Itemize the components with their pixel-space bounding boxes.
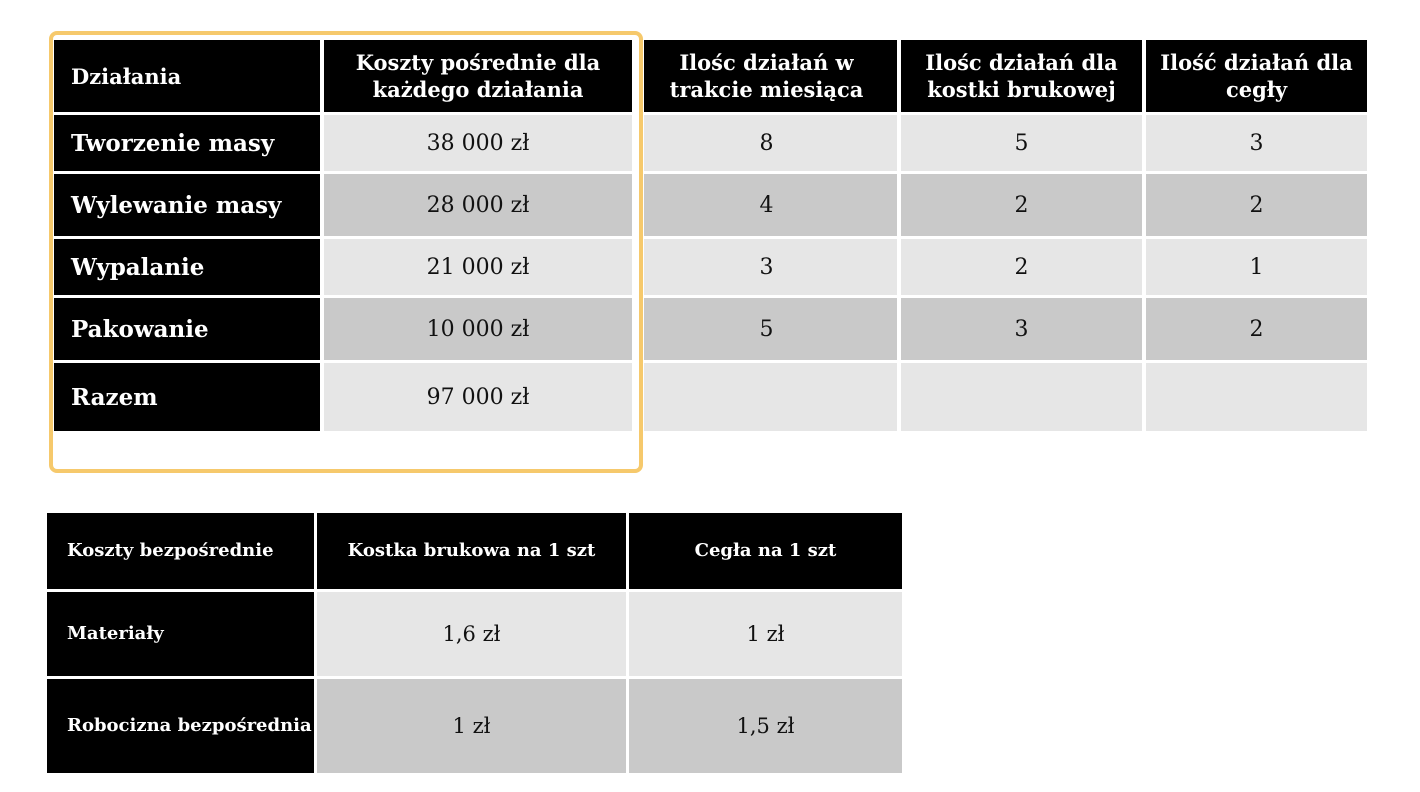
table-row — [47, 679, 902, 773]
table-cell: 38 000 zł — [324, 115, 636, 174]
header-activities: Działania — [54, 40, 324, 115]
direct-costs-table — [47, 513, 902, 773]
row-label-total: Razem — [54, 363, 324, 431]
table-cell: 2 — [901, 174, 1146, 239]
table-row — [54, 174, 1367, 239]
header-brick-count: Ilość działań dla cegły — [1146, 40, 1367, 115]
header-direct-costs: Koszty bezpośrednie — [47, 513, 317, 592]
table-cell: 4 — [636, 174, 901, 239]
activity-cost-table — [54, 40, 1367, 431]
row-label: Robocizna bezpośrednia — [47, 679, 317, 773]
header-indirect-costs: Koszty pośrednie dla każdego działania — [324, 40, 636, 115]
header-monthly-count: Ilośc działań w trakcie miesiąca — [636, 40, 901, 115]
table-cell: 10 000 zł — [324, 298, 636, 363]
table-cell: 28 000 zł — [324, 174, 636, 239]
table-cell: 3 — [901, 298, 1146, 363]
row-label: Materiały — [47, 592, 317, 679]
row-label: Pakowanie — [54, 298, 324, 363]
table-cell: 5 — [636, 298, 901, 363]
table-cell: 1 zł — [629, 592, 902, 679]
table-cell-total: 97 000 zł — [324, 363, 636, 431]
table-cell: 3 — [1146, 115, 1367, 174]
table-cell: 1 — [1146, 239, 1367, 298]
table-cell: 1 zł — [317, 679, 629, 773]
table-row — [54, 298, 1367, 363]
table-cell — [636, 363, 901, 431]
table-cell: 2 — [901, 239, 1146, 298]
table-cell — [1146, 363, 1367, 431]
header-paving-stone-count: Ilośc działań dla kostki brukowej — [901, 40, 1146, 115]
table-header-row — [54, 40, 1367, 115]
table-cell: 2 — [1146, 298, 1367, 363]
table-cell: 21 000 zł — [324, 239, 636, 298]
row-label: Wypalanie — [54, 239, 324, 298]
table-row — [54, 239, 1367, 298]
table-row — [47, 592, 902, 679]
header-brick-unit: Cegła na 1 szt — [629, 513, 902, 592]
table-cell: 8 — [636, 115, 901, 174]
header-paving-stone-unit: Kostka brukowa na 1 szt — [317, 513, 629, 592]
table-cell: 5 — [901, 115, 1146, 174]
table-row — [54, 363, 1367, 431]
table-cell — [901, 363, 1146, 431]
column-separator — [633, 40, 644, 466]
table-cell: 1,6 zł — [317, 592, 629, 679]
table-row — [54, 115, 1367, 174]
table-cell: 1,5 zł — [629, 679, 902, 773]
row-label: Wylewanie masy — [54, 174, 324, 239]
row-label: Tworzenie masy — [54, 115, 324, 174]
table-cell: 2 — [1146, 174, 1367, 239]
table-cell: 3 — [636, 239, 901, 298]
table-header-row — [47, 513, 902, 592]
